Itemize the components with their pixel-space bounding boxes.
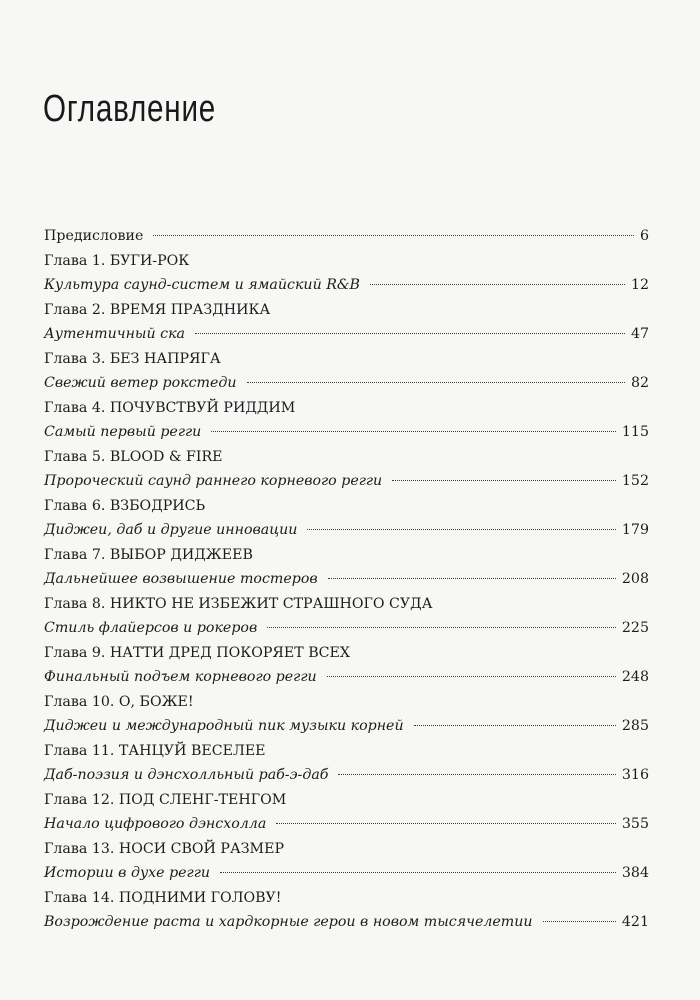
page-number: 208: [621, 571, 649, 587]
toc-entry-with-page: [44, 665, 649, 690]
toc-chapter-heading: [44, 886, 649, 911]
dot-leader: [328, 578, 616, 579]
chapter-title: Глава 13. НОСИ СВОЙ РАЗМЕР: [44, 840, 284, 857]
chapter-title: Глава 3. БЕЗ НАПРЯГА: [44, 350, 221, 367]
toc-chapter-heading: [44, 249, 649, 274]
toc-chapter-heading: [44, 347, 649, 372]
page-number: 6: [639, 228, 649, 244]
dot-leader: [338, 774, 615, 775]
page-title: Оглавление: [43, 88, 217, 130]
dot-leader: [195, 333, 625, 334]
toc-chapter-heading: [44, 690, 649, 715]
chapter-subtitle: Пророческий саунд раннего корневого регги: [44, 473, 383, 489]
chapter-title: Глава 12. ПОД СЛЕНГ-ТЕНГОМ: [44, 791, 287, 808]
page-number: 47: [630, 326, 649, 342]
toc-entry-with-page: [44, 812, 649, 837]
page-number: 316: [621, 767, 649, 783]
toc-chapter-heading: [44, 543, 649, 568]
toc-chapter-heading: [44, 739, 649, 764]
page-number: 179: [621, 522, 649, 538]
page-number: 248: [621, 669, 649, 685]
chapter-subtitle: Диджеи, даб и другие инновации: [44, 522, 298, 538]
dot-leader: [267, 627, 616, 628]
dot-leader: [211, 431, 616, 432]
toc-chapter-heading: [44, 788, 649, 813]
page-number: 152: [621, 473, 649, 489]
page-number: 225: [621, 620, 649, 636]
toc-entry-with-page: [44, 567, 649, 592]
toc-chapter-heading: [44, 396, 649, 421]
toc-entry-with-page: [44, 714, 649, 739]
toc-entry-with-page: [44, 616, 649, 641]
dot-leader: [307, 529, 616, 530]
page-number: 115: [621, 424, 649, 440]
page-number: 285: [621, 718, 649, 734]
page-number: 355: [621, 816, 649, 832]
page-number: 82: [630, 375, 649, 391]
toc-chapter-heading: [44, 592, 649, 617]
toc-chapter-heading: [44, 641, 649, 666]
toc-entry-with-page: [44, 861, 649, 886]
toc-entry-with-page: [44, 224, 649, 249]
chapter-subtitle: Аутентичный ска: [44, 326, 186, 342]
chapter-subtitle: Возрождение раста и хардкорные герои в новом тысячелетии: [44, 914, 533, 930]
toc-entry-with-page: [44, 420, 649, 445]
chapter-title: Глава 8. НИКТО НЕ ИЗБЕЖИТ СТРАШНОГО СУДА: [44, 595, 433, 612]
toc-chapter-heading: [44, 494, 649, 519]
chapter-title: Глава 4. ПОЧУВСТВУЙ РИДДИМ: [44, 399, 296, 416]
dot-leader: [276, 823, 616, 824]
chapter-title: Глава 7. ВЫБОР ДИДЖЕЕВ: [44, 546, 253, 563]
chapter-title: Глава 11. ТАНЦУЙ ВЕСЕЛЕЕ: [44, 742, 266, 759]
toc-chapter-heading: [44, 837, 649, 862]
toc-entry-with-page: [44, 763, 649, 788]
toc-entry-with-page: [44, 910, 649, 935]
chapter-title: Глава 2. ВРЕМЯ ПРАЗДНИКА: [44, 301, 271, 318]
table-of-contents: [44, 224, 649, 935]
toc-chapter-heading: [44, 298, 649, 323]
chapter-subtitle: Даб-поэзия и дэнсхолльный раб-э-даб: [44, 767, 329, 783]
dot-leader: [370, 284, 625, 285]
chapter-title: Глава 9. НАТТИ ДРЕД ПОКОРЯЕТ ВСЕХ: [44, 644, 350, 661]
chapter-title: Глава 10. О, БОЖЕ!: [44, 693, 194, 710]
toc-entry-with-page: [44, 518, 649, 543]
page-number: 421: [621, 914, 649, 930]
toc-chapter-heading: [44, 445, 649, 470]
chapter-subtitle: Культура саунд-систем и ямайский R&B: [44, 277, 360, 293]
dot-leader: [220, 872, 616, 873]
dot-leader: [247, 382, 625, 383]
chapter-subtitle: Истории в духе регги: [44, 865, 211, 881]
chapter-subtitle: Дальнейшее возвышение тостеров: [44, 571, 318, 587]
chapter-title: Глава 6. ВЗБОДРИСЬ: [44, 497, 206, 514]
dot-leader: [153, 235, 634, 236]
dot-leader: [327, 676, 616, 677]
page-number: 12: [630, 277, 649, 293]
toc-entry-with-page: [44, 273, 649, 298]
chapter-subtitle: Финальный подъем корневого регги: [44, 669, 317, 685]
toc-entry-with-page: [44, 469, 649, 494]
dot-leader: [414, 725, 616, 726]
chapter-subtitle: Самый первый регги: [44, 424, 202, 440]
dot-leader: [392, 480, 616, 481]
chapter-title: Предисловие: [44, 228, 144, 244]
chapter-subtitle: Стиль флайерсов и рокеров: [44, 620, 258, 636]
chapter-subtitle: Свежий ветер рокстеди: [44, 375, 237, 391]
chapter-title: Глава 5. BLOOD & FIRE: [44, 448, 223, 465]
chapter-title: Глава 14. ПОДНИМИ ГОЛОВУ!: [44, 889, 282, 906]
toc-entry-with-page: [44, 322, 649, 347]
chapter-title: Глава 1. БУГИ-РОК: [44, 252, 190, 269]
toc-entry-with-page: [44, 371, 649, 396]
page-number: 384: [621, 865, 649, 881]
dot-leader: [543, 921, 616, 922]
chapter-subtitle: Начало цифрового дэнсхолла: [44, 816, 267, 832]
chapter-subtitle: Диджеи и международный пик музыки корней: [44, 718, 404, 734]
